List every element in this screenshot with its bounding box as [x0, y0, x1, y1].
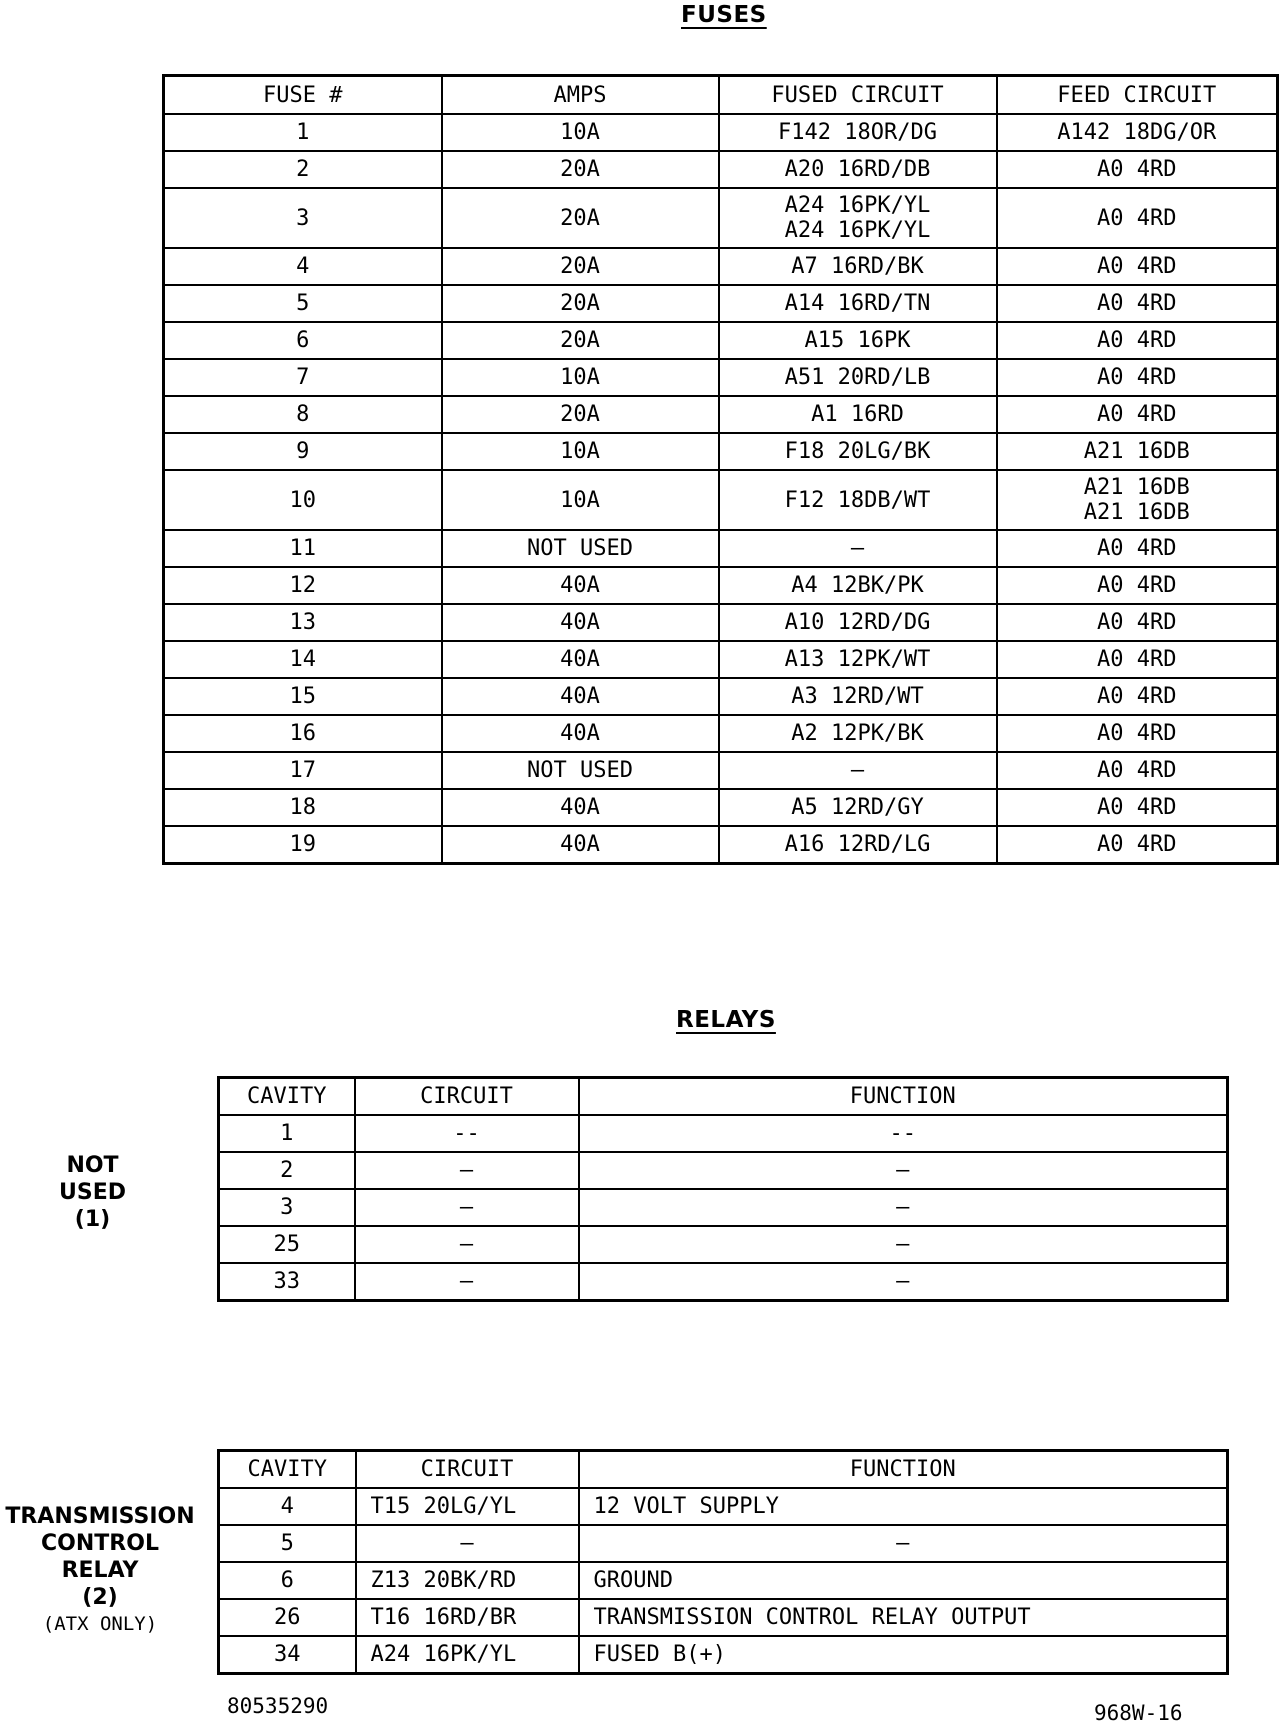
fuse-number-cell: 14: [164, 641, 442, 678]
fuse-row: [164, 715, 1278, 752]
footer-right-code: 968W-16: [1094, 1701, 1183, 1725]
relay-row: [219, 1488, 1228, 1525]
footer-left-code: 80535290: [227, 1694, 329, 1718]
fuse-number-cell: 5: [164, 285, 442, 322]
fuse-number-cell: 13: [164, 604, 442, 641]
fused-circuit-cell: A24 16PK/YL A24 16PK/YL: [719, 188, 997, 248]
relay-circuit-cell: Z13 20BK/RD: [356, 1562, 579, 1599]
feed-circuit-cell: A142 18DG/OR: [997, 114, 1278, 151]
relay-row: [219, 1525, 1228, 1562]
transmission-label-line: (2): [82, 1585, 118, 1610]
fuse-row: [164, 248, 1278, 285]
fused-circuit-cell: A15 16PK: [719, 322, 997, 359]
fuse-number-cell: 16: [164, 715, 442, 752]
fused-circuit-cell: A5 12RD/GY: [719, 789, 997, 826]
fused-circuit-cell: F12 18DB/WT: [719, 470, 997, 530]
fuse-amps-cell: 40A: [442, 604, 719, 641]
feed-circuit-cell: A0 4RD: [997, 396, 1278, 433]
fuse-amps-cell: 20A: [442, 188, 719, 248]
fused-circuit-cell: A2 12PK/BK: [719, 715, 997, 752]
fuse-amps-cell: 40A: [442, 567, 719, 604]
fuse-row: [164, 188, 1278, 248]
relay-function-cell: –: [579, 1525, 1228, 1562]
relay-header-row: [219, 1078, 1228, 1116]
fuse-amps-cell: NOT USED: [442, 752, 719, 789]
transmission-label-line: CONTROL: [41, 1531, 159, 1556]
fuses-title: FUSES: [681, 2, 767, 28]
fuse-number-cell: 7: [164, 359, 442, 396]
relay-row: [219, 1263, 1228, 1301]
relay-row: [219, 1189, 1228, 1226]
relay-cavity-cell: 3: [219, 1189, 355, 1226]
fuse-amps-cell: 40A: [442, 826, 719, 864]
relay-row: [219, 1115, 1228, 1152]
fuse-row: [164, 604, 1278, 641]
not-used-label-line: USED: [59, 1180, 126, 1205]
transmission-sub-label: (ATX ONLY): [42, 1613, 158, 1635]
relay-cavity-cell: 4: [219, 1488, 356, 1525]
relay-cavity-cell: 5: [219, 1525, 356, 1562]
fuse-amps-cell: 20A: [442, 151, 719, 188]
feed-circuit-cell: A0 4RD: [997, 188, 1278, 248]
fuse-amps-cell: 40A: [442, 715, 719, 752]
feed-circuit-cell: A0 4RD: [997, 752, 1278, 789]
fuse-row: [164, 567, 1278, 604]
fuse-amps-cell: 20A: [442, 322, 719, 359]
feed-circuit-cell: A0 4RD: [997, 641, 1278, 678]
fused-circuit-cell: –: [719, 530, 997, 567]
not-used-label: [50, 1152, 135, 1233]
relay-circuit-cell: –: [355, 1152, 579, 1189]
fuses-header-fuse: FUSE #: [164, 76, 442, 115]
fuse-row: [164, 151, 1278, 188]
relay-circuit-cell: –: [355, 1226, 579, 1263]
relay-cavity-cell: 1: [219, 1115, 355, 1152]
transmission-relay-table: [217, 1449, 1229, 1675]
relay-function-cell: GROUND: [579, 1562, 1228, 1599]
relays-title: RELAYS: [676, 1007, 776, 1033]
fuse-row: [164, 826, 1278, 864]
fuses-table: [162, 74, 1279, 865]
not-used-relay-table: [217, 1076, 1229, 1302]
fused-circuit-cell: A14 16RD/TN: [719, 285, 997, 322]
fused-circuit-cell: F142 18OR/DG: [719, 114, 997, 151]
fuse-amps-cell: 20A: [442, 396, 719, 433]
relay-header-row: [219, 1451, 1228, 1489]
fuses-header-amps: AMPS: [442, 76, 719, 115]
fuse-number-cell: 15: [164, 678, 442, 715]
relay-cavity-cell: 2: [219, 1152, 355, 1189]
fuse-amps-cell: NOT USED: [442, 530, 719, 567]
relay-function-cell: TRANSMISSION CONTROL RELAY OUTPUT: [579, 1599, 1228, 1636]
relay-header-circuit: CIRCUIT: [355, 1078, 579, 1116]
feed-circuit-cell: A0 4RD: [997, 604, 1278, 641]
feed-circuit-cell: A0 4RD: [997, 789, 1278, 826]
feed-circuit-cell: A21 16DB: [997, 433, 1278, 470]
fuses-header-feed-circuit: FEED CIRCUIT: [997, 76, 1278, 115]
fuse-row: [164, 752, 1278, 789]
fuse-amps-cell: 40A: [442, 678, 719, 715]
fuse-number-cell: 10: [164, 470, 442, 530]
relay-function-cell: --: [579, 1115, 1228, 1152]
fused-circuit-cell: A4 12BK/PK: [719, 567, 997, 604]
relay-circuit-cell: T16 16RD/BR: [356, 1599, 579, 1636]
relay-circuit-cell: --: [355, 1115, 579, 1152]
fused-circuit-cell: A7 16RD/BK: [719, 248, 997, 285]
feed-circuit-cell: A0 4RD: [997, 530, 1278, 567]
feed-circuit-cell: A0 4RD: [997, 359, 1278, 396]
relay-header-function: FUNCTION: [579, 1078, 1228, 1116]
fuse-amps-cell: 40A: [442, 789, 719, 826]
fuse-number-cell: 12: [164, 567, 442, 604]
fuse-number-cell: 17: [164, 752, 442, 789]
fuse-row: [164, 433, 1278, 470]
fuse-number-cell: 18: [164, 789, 442, 826]
fuse-number-cell: 11: [164, 530, 442, 567]
fuse-number-cell: 4: [164, 248, 442, 285]
feed-circuit-cell: A21 16DB A21 16DB: [997, 470, 1278, 530]
relay-cavity-cell: 34: [219, 1636, 356, 1674]
transmission-label-line: RELAY: [61, 1558, 139, 1583]
relay-header-circuit: CIRCUIT: [356, 1451, 579, 1489]
relay-function-cell: –: [579, 1152, 1228, 1189]
fuse-row: [164, 470, 1278, 530]
relay-function-cell: –: [579, 1189, 1228, 1226]
relay-header-function: FUNCTION: [579, 1451, 1228, 1489]
relay-circuit-cell: T15 20LG/YL: [356, 1488, 579, 1525]
relay-function-cell: 12 VOLT SUPPLY: [579, 1488, 1228, 1525]
fused-circuit-cell: F18 20LG/BK: [719, 433, 997, 470]
fuse-number-cell: 2: [164, 151, 442, 188]
fuses-header-fused-circuit: FUSED CIRCUIT: [719, 76, 997, 115]
fuse-number-cell: 6: [164, 322, 442, 359]
fuse-row: [164, 530, 1278, 567]
fused-circuit-cell: A3 12RD/WT: [719, 678, 997, 715]
fuse-row: [164, 114, 1278, 151]
relay-function-cell: –: [579, 1263, 1228, 1301]
fuse-row: [164, 641, 1278, 678]
feed-circuit-cell: A0 4RD: [997, 151, 1278, 188]
relay-circuit-cell: A24 16PK/YL: [356, 1636, 579, 1674]
not-used-label-line: (1): [74, 1207, 111, 1232]
fused-circuit-cell: A10 12RD/DG: [719, 604, 997, 641]
fuse-row: [164, 789, 1278, 826]
relay-function-cell: –: [579, 1226, 1228, 1263]
not-used-label-line: NOT: [66, 1153, 119, 1178]
relay-cavity-cell: 25: [219, 1226, 355, 1263]
feed-circuit-cell: A0 4RD: [997, 248, 1278, 285]
relay-function-cell: FUSED B(+): [579, 1636, 1228, 1674]
feed-circuit-cell: A0 4RD: [997, 678, 1278, 715]
transmission-label-line: TRANSMISSION: [5, 1504, 195, 1529]
fuse-amps-cell: 10A: [442, 359, 719, 396]
fuses-header-row: [164, 76, 1278, 115]
feed-circuit-cell: A0 4RD: [997, 567, 1278, 604]
relay-row: [219, 1599, 1228, 1636]
feed-circuit-cell: A0 4RD: [997, 322, 1278, 359]
fuse-row: [164, 285, 1278, 322]
fuse-amps-cell: 20A: [442, 285, 719, 322]
fuse-number-cell: 1: [164, 114, 442, 151]
relay-cavity-cell: 26: [219, 1599, 356, 1636]
fused-circuit-cell: A16 12RD/LG: [719, 826, 997, 864]
fuse-amps-cell: 10A: [442, 470, 719, 530]
relay-cavity-cell: 6: [219, 1562, 356, 1599]
fuse-number-cell: 3: [164, 188, 442, 248]
fuse-amps-cell: 20A: [442, 248, 719, 285]
feed-circuit-cell: A0 4RD: [997, 826, 1278, 864]
fuse-number-cell: 19: [164, 826, 442, 864]
fused-circuit-cell: A1 16RD: [719, 396, 997, 433]
relay-circuit-cell: –: [356, 1525, 579, 1562]
fuse-amps-cell: 40A: [442, 641, 719, 678]
feed-circuit-cell: A0 4RD: [997, 285, 1278, 322]
fused-circuit-cell: A20 16RD/DB: [719, 151, 997, 188]
fused-circuit-cell: A13 12PK/WT: [719, 641, 997, 678]
relay-circuit-cell: –: [355, 1189, 579, 1226]
fuse-row: [164, 678, 1278, 715]
fuse-row: [164, 396, 1278, 433]
fuse-number-cell: 8: [164, 396, 442, 433]
fused-circuit-cell: –: [719, 752, 997, 789]
feed-circuit-cell: A0 4RD: [997, 715, 1278, 752]
relay-header-cavity: CAVITY: [219, 1451, 356, 1489]
relay-row: [219, 1152, 1228, 1189]
fused-circuit-cell: A51 20RD/LB: [719, 359, 997, 396]
relay-cavity-cell: 33: [219, 1263, 355, 1301]
fuse-number-cell: 9: [164, 433, 442, 470]
relay-header-cavity: CAVITY: [219, 1078, 355, 1116]
relay-row: [219, 1636, 1228, 1674]
relay-row: [219, 1562, 1228, 1599]
fuse-amps-cell: 10A: [442, 114, 719, 151]
relay-row: [219, 1226, 1228, 1263]
fuse-amps-cell: 10A: [442, 433, 719, 470]
relay-circuit-cell: –: [355, 1263, 579, 1301]
fuse-row: [164, 359, 1278, 396]
transmission-relay-label: [0, 1503, 200, 1638]
fuse-row: [164, 322, 1278, 359]
